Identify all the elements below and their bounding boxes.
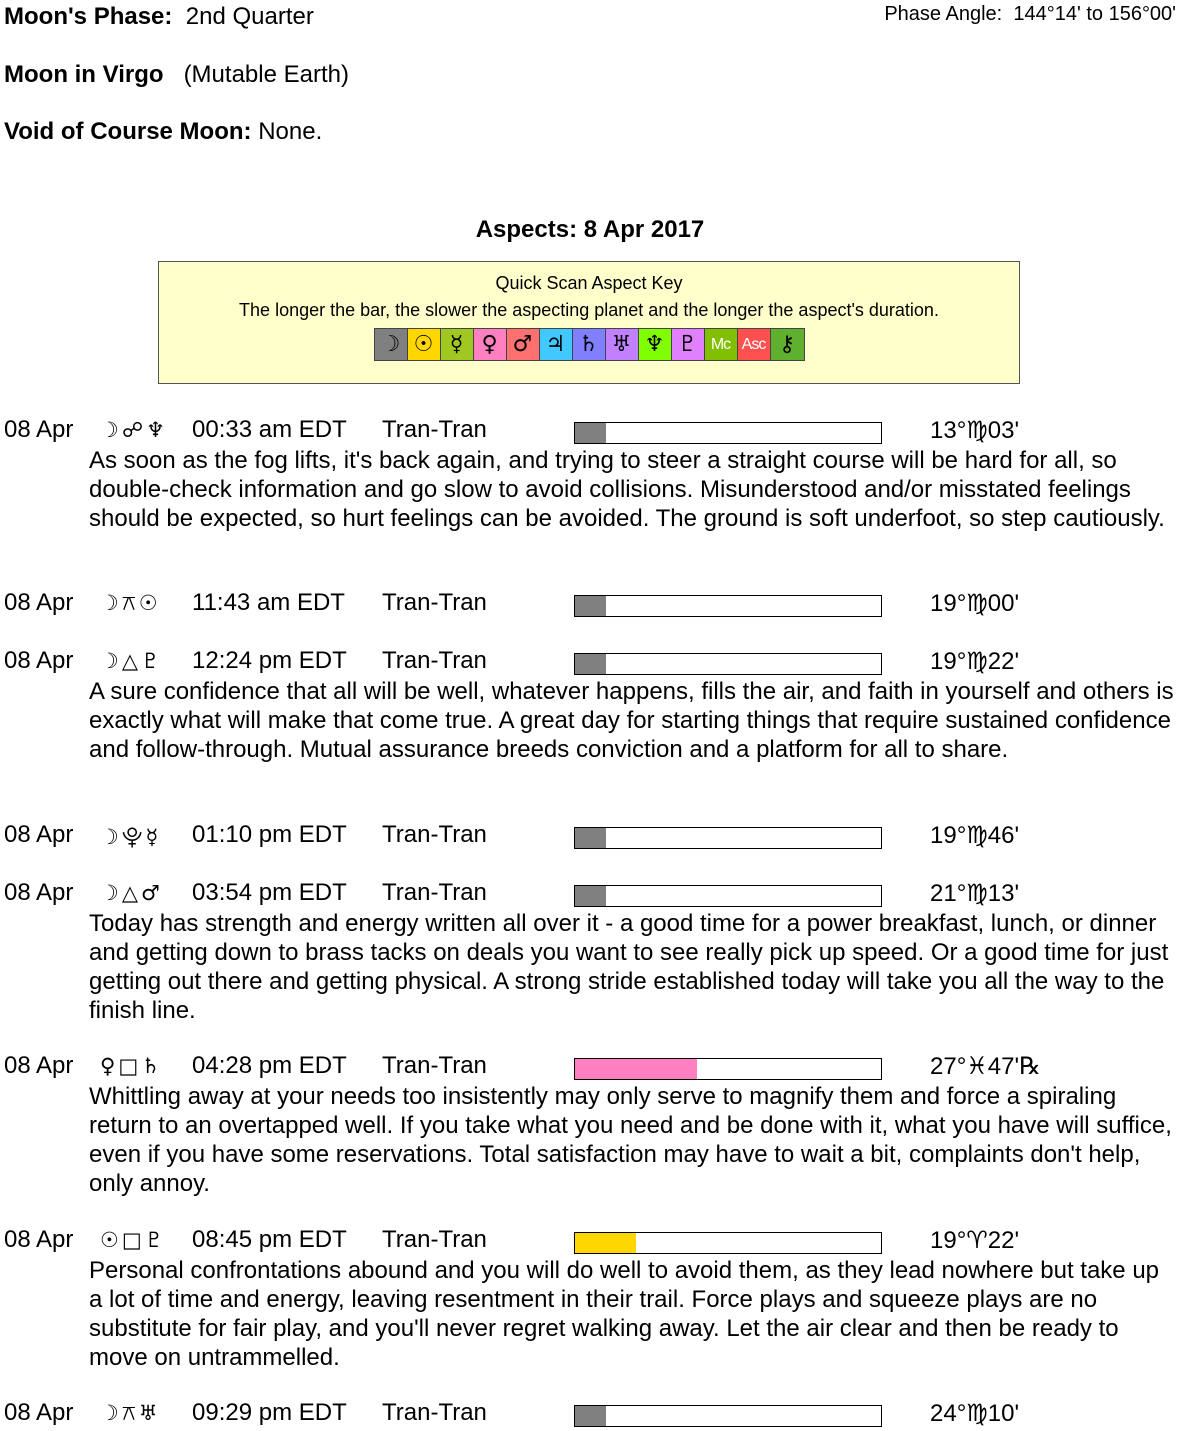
aspect-type: Tran-Tran — [382, 821, 487, 848]
duration-bar-fill — [575, 423, 606, 443]
aspect-time: 08:45 pm EDT — [192, 1226, 347, 1253]
neptune-icon: ♆ — [639, 329, 672, 360]
aspect-description: As soon as the fog lifts, it's back again, and trying to steer a straight course will be hard for all, so double-check information and go slow to avoid collisions. Misunderstood and/or misstated feelings should be expected, so hurt feelings can be avoided. The ground is soft underfoot, so step cautiously. — [89, 447, 1165, 532]
moon-phase-line — [4, 3, 314, 31]
aspect-symbols: ☽⚻☉ — [100, 591, 161, 615]
aspect-key-title: Quick Scan Aspect Key — [495, 273, 683, 293]
duration-bar — [574, 1405, 882, 1427]
phase-angle-value: 144°14' to 156°00' — [1013, 3, 1176, 25]
aspect-description: Personal confrontations abound and you will do well to avoid them, as they lead nowhere but take up a lot of time and energy, leaving resentment in their trail. Force plays and squeeze plays are no substitute for fair play, and you'll never regret walking away. Let the air clear and then be ready to move on untrammelled. — [89, 1257, 1160, 1371]
aspect-date: 08 Apr — [4, 416, 74, 443]
aspect-type: Tran-Tran — [382, 879, 487, 906]
aspect-key-description: The longer the bar, the slower the aspecting planet and the longer the aspect's duration. — [239, 300, 939, 320]
duration-bar — [574, 595, 882, 617]
aspect-symbols: ☽△♇ — [100, 649, 163, 673]
aspect-date: 08 Apr — [4, 647, 74, 674]
venus-icon: ♀ — [474, 329, 507, 360]
pluto-icon: ♇ — [672, 329, 705, 360]
aspect-date: 08 Apr — [4, 589, 74, 616]
aspect-description: Today has strength and energy written all over it - a good time for a power breakfast, lunch, or dinner and getting down to brass tacks on deals you want to see really pick up speed. Or a good time for just getting out there and getting physical. A strong stride established today will take you all the way to the finish line. — [89, 910, 1169, 1024]
sun-icon: ☉ — [408, 329, 441, 360]
mercury-icon: ☿ — [441, 329, 474, 360]
aspect-position: 19°♍00' — [930, 590, 1020, 617]
aspect-position: 19°♍22' — [930, 648, 1020, 675]
duration-bar-fill — [575, 654, 606, 674]
aspect-time: 00:33 am EDT — [192, 416, 347, 443]
duration-bar — [574, 827, 882, 849]
aspect-position: 24°♍10' — [930, 1400, 1020, 1427]
duration-bar-fill — [575, 1059, 697, 1079]
aspect-date: 08 Apr — [4, 1226, 74, 1253]
moon-sign-line — [4, 61, 349, 89]
ascendant-icon: Asc — [738, 329, 771, 360]
aspect-symbols: ☽⚻♅ — [100, 1401, 161, 1425]
planet-color-key — [374, 328, 805, 361]
chiron-icon: ⚷ — [771, 329, 804, 360]
aspect-time: 11:43 am EDT — [192, 589, 345, 616]
aspect-position: 27°♓47'℞ — [930, 1053, 1041, 1080]
uranus-icon: ♅ — [606, 329, 639, 360]
aspect-time: 12:24 pm EDT — [192, 647, 347, 674]
aspect-position: 19°♍46' — [930, 822, 1020, 849]
duration-bar-fill — [575, 1233, 636, 1253]
aspect-type: Tran-Tran — [382, 1399, 487, 1426]
aspect-type: Tran-Tran — [382, 589, 487, 616]
duration-bar — [574, 1232, 882, 1254]
aspect-date: 08 Apr — [4, 1399, 74, 1426]
moon-icon: ☽ — [375, 329, 408, 360]
duration-bar-fill — [575, 596, 606, 616]
phase-angle-label: Phase Angle: — [884, 3, 1003, 25]
saturn-icon: ♄ — [573, 329, 606, 360]
aspect-symbols: ♀□♄ — [100, 1054, 164, 1078]
aspect-position: 13°♍03' — [930, 417, 1020, 444]
aspect-key-box — [158, 261, 1020, 384]
aspect-time: 01:10 pm EDT — [192, 821, 347, 848]
duration-bar-fill — [575, 828, 606, 848]
midheaven-icon: Mc — [705, 329, 738, 360]
aspects-title: Aspects: 8 Apr 2017 — [475, 216, 705, 243]
aspect-symbols: ☽☍♆ — [100, 418, 168, 442]
duration-bar — [574, 885, 882, 907]
duration-bar-fill — [575, 886, 606, 906]
aspect-type: Tran-Tran — [382, 647, 487, 674]
aspect-position: 21°♍13' — [930, 880, 1020, 907]
aspect-description: A sure confidence that all will be well, whatever happens, fills the air, and faith in yourself and others is exactly what will make that come true. A great day for starting things that require sustained confidence and follow-through. Mutual assurance breeds conviction and a platform for all to share. — [89, 678, 1174, 763]
aspect-time: 09:29 pm EDT — [192, 1399, 347, 1426]
aspect-date: 08 Apr — [4, 821, 74, 848]
moon-phase-value: 2nd Quarter — [185, 3, 314, 30]
moon-sign-detail: (Mutable Earth) — [183, 61, 349, 88]
aspect-time: 03:54 pm EDT — [192, 879, 347, 906]
duration-bar — [574, 653, 882, 675]
aspect-date: 08 Apr — [4, 879, 74, 906]
aspect-symbols: ☉□♇ — [100, 1228, 167, 1252]
aspect-type: Tran-Tran — [382, 416, 487, 443]
duration-bar-fill — [575, 1406, 606, 1426]
duration-bar — [574, 422, 882, 444]
aspect-type: Tran-Tran — [382, 1226, 487, 1253]
aspect-symbols: ☽△♂ — [100, 881, 163, 905]
duration-bar — [574, 1058, 882, 1080]
void-of-course-label: Void of Course Moon: — [4, 118, 252, 145]
phase-angle-line — [884, 3, 1176, 26]
moon-sign-label: Moon in Virgo — [4, 61, 164, 88]
aspect-type: Tran-Tran — [382, 1052, 487, 1079]
aspect-symbols: ☽⯓☿ — [100, 825, 162, 849]
aspect-date: 08 Apr — [4, 1052, 74, 1079]
aspect-time: 04:28 pm EDT — [192, 1052, 347, 1079]
jupiter-icon: ♃ — [540, 329, 573, 360]
moon-phase-label: Moon's Phase: — [4, 3, 173, 30]
aspect-position: 19°♈22' — [930, 1227, 1020, 1254]
void-of-course-value: None. — [258, 118, 323, 145]
mars-icon: ♂ — [507, 329, 540, 360]
aspect-description: Whittling away at your needs too insistently may only serve to magnify them and force a spiraling return to an overtapped well. If you take what you need and be done with it, what you have will suffice, even if you have some reservations. Total satisfaction may have to wait a bit, complaints don't help, only annoy. — [89, 1083, 1172, 1197]
void-of-course-line — [4, 118, 322, 146]
